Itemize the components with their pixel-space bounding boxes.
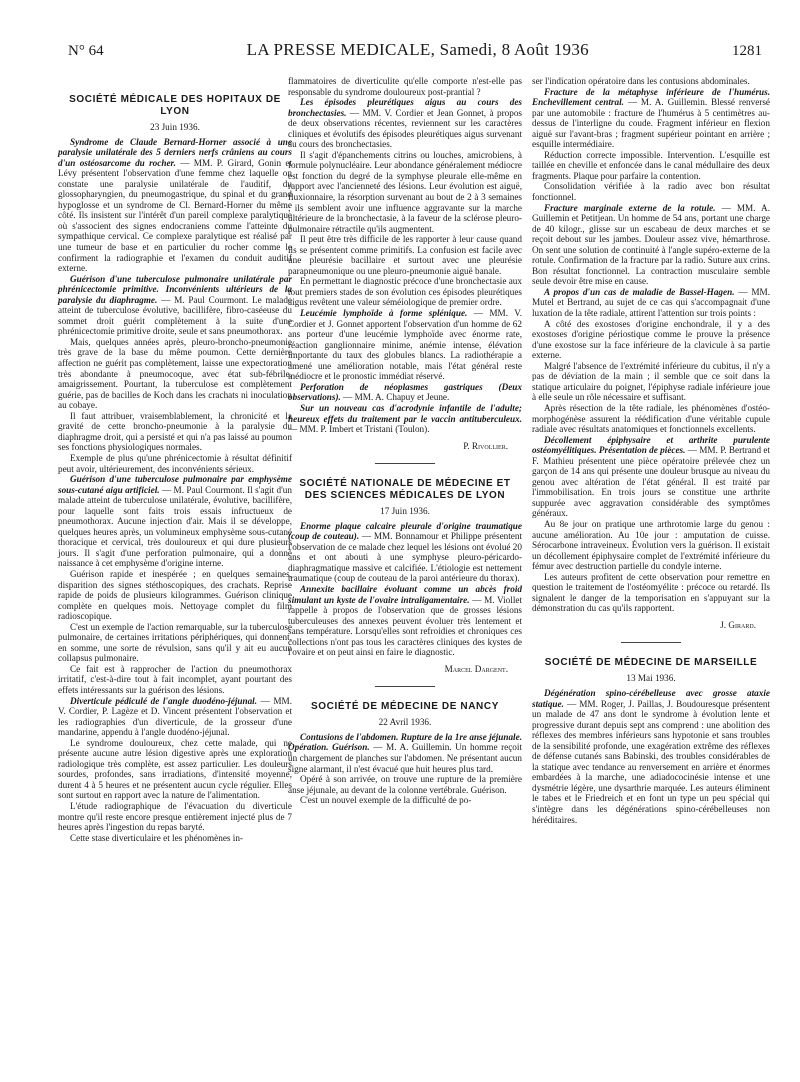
article bbox=[532, 87, 770, 150]
article-body: — MM. V. Cordier, P. Lagèze et D. Vincent présentent l'observation et les radiographies d'un diverticule, de la grosseur d'une mandarine, appendu à l'angle duodéno-jéjunal. bbox=[58, 695, 292, 738]
paragraph: Le syndrome douloureux, chez cette malade, qui ne présente aucune autre lésion digestive après une exploration radiologique très complète, est assez particulier. Les douleurs sourdes, profondes, sans irradiations, d'intensité moyenne, durent 4 à 5 heures et ne présentent aucun cycle régulier. Elles sont surtout en rapport avec la nature de l'alimentation. bbox=[58, 737, 292, 801]
paragraph: Exemple de plus qu'une phrénicectomie à résultat définitif peut avoir, ultérieurement, des inconvénients sérieux. bbox=[58, 452, 292, 474]
section-divider bbox=[621, 642, 681, 643]
paragraph: En permettant le diagnostic précoce d'une bronchectasie aux tout premiers stades de son évolution ces épisodes pleurétiques aigus revêtent une valeur séméiologique de premier ordre. bbox=[288, 276, 522, 308]
session-date: 23 Juin 1936. bbox=[150, 122, 200, 132]
article-title: Fracture de la métaphyse inférieure de l'humérus. Enchevillement central. bbox=[532, 86, 770, 108]
article-title: A propos d'un cas de maladie de Bassel-Hagen. bbox=[544, 286, 735, 297]
article-title: Contusions de l'abdomen. Rupture de la 1re anse jéjunale. Opération. Guérison. bbox=[288, 731, 522, 753]
paragraph: Il faut attribuer, vraisemblablement, la chronicité et la gravité de cette broncho-pneumonie à la paralysie du diaphragme droit, qui a persisté et qui n'a pas laissé au poumon ses fonctions physiologiques normales. bbox=[58, 410, 292, 453]
paragraph: Consolidation vérifiée à la radio avec bon résultat fonctionnel. bbox=[532, 181, 770, 203]
paragraph: Cette stase diverticulaire et les phénomènes in- bbox=[70, 832, 243, 843]
paragraph: Ce fait est à rapprocher de l'action du pneumothorax irritatif, c'est-à-dire tout à fait incomplet, ayant pourtant des effets intéressants sur la guérison des lésions. bbox=[58, 663, 292, 695]
article-body: — MM. P. Imbert et Tristani (Toulon). bbox=[288, 424, 430, 435]
paragraph: Guérison rapide et inespérée ; en quelques semaines, disparition des signes stéthoscopiques, des crachats. Reprise rapide de poids de plusieurs kilogrammes. Guérison clinique complète en quelques mois. Nettoyage complet du film radioscopique. bbox=[58, 568, 292, 622]
article bbox=[58, 696, 292, 738]
paragraph: C'est un nouvel exemple de la difficulté de po- bbox=[300, 795, 472, 806]
paragraph: Mais, quelques années après, pleuro-broncho-pneumonie très grave de la base du même poumon. Cette dernière affection ne guérit pas complètement, laisse une expectoration très abondante à pneumocoque, avec état sub-fébrile, amaigrissement. Pourtant, la tuberculose est complètement guérie, pas de bacilles de Koch dans les crachats ni inoculation au cobaye. bbox=[58, 336, 292, 411]
paragraph: L'étude radiographique de l'évacuation du diverticule montre qu'il reste encore presque entièrement injecté plus de 7 heures après l'ingestion du repas baryté. bbox=[58, 801, 292, 833]
article bbox=[58, 137, 292, 274]
section-heading: SOCIÉTÉ MÉDICALE DES HOPITAUX DE LYON bbox=[69, 94, 281, 117]
section-divider bbox=[375, 686, 435, 687]
paragraph: Après résection de la tête radiale, les phénomènes d'ostéo-morphogénèse assurent la réédification d'une véritable cupule radiale avec résultats anatomiques et fonctionnels excellents. bbox=[532, 402, 770, 435]
section-divider bbox=[375, 463, 435, 464]
article bbox=[532, 203, 770, 287]
article-body: — MM. Roger, J. Paillas, J. Boudouresque présentent un malade de 47 ans dont le syndrome à évolution lente et progressive durant depuis sept ans comprend : une abolition des réflexes des membres inférieurs sans hypotonie et sans troubles de la sensibilité profonde, une exagération extrême des réflexes de défense cutanés sans Babinski, des troubles considérables de la statique avec tendance au renversement en arrière et énormes embardées à la marche, une adiadococinésie intense et une dysmétrie légère, une dysarthrie marquée. Les auteurs éliminent le tabes et le Friedreich et en font un type un peu spécial qui s'intègre dans les dégénérations spino-cérébelleuses non héréditaires. bbox=[532, 698, 771, 825]
article bbox=[288, 97, 522, 150]
article bbox=[288, 382, 522, 403]
article bbox=[288, 403, 522, 435]
author-signature: P. Rivollier. bbox=[463, 440, 508, 451]
section-heading: SOCIÉTÉ DE MÉDECINE DE MARSEILLE bbox=[544, 657, 758, 669]
article bbox=[288, 521, 522, 584]
author-signature: J. Girard. bbox=[720, 619, 756, 630]
section-heading: SOCIÉTÉ DE MÉDECINE DE NANCY bbox=[311, 701, 499, 713]
paragraph: Il s'agit d'épanchements citrins ou louches, amicrobiens, à formule polynucléaire. Leur abondance généralement médiocre est fonction du degré de la symphyse pleurale elle-même en rapport avec l'ancienneté des lésions. Leur évolution est aiguë, fluxionnaire, la résorption survenant au bout de 2 à 3 semaines ; ils semblent avoir une influence aggravante sur la marche ultérieure de la bronchectasie, à la faveur de la sclérose pleuro-pulmonaire rétractile qu'ils augmentent. bbox=[288, 149, 522, 234]
paragraph: C'est un exemple de l'action remarquable, sur la tuberculose pulmonaire, de certaines irritations périphériques, qui donnent, en somme, une sorte de révulsion, sans qu'il y ait eu aucun collapsus pulmonaire. bbox=[58, 621, 292, 664]
session-date: 17 Juin 1936. bbox=[380, 506, 430, 517]
session-date: 13 Mai 1936. bbox=[626, 673, 676, 684]
column-middle bbox=[288, 76, 522, 806]
paragraph: Malgré l'absence de l'extrémité inférieure du cubitus, il n'y a pas de déviation de la main ; il semble que ce soit dans la statique articulaire du poignet, l'épiphyse radiale inférieure joue à elle seule un rôle nécessaire et suffisant. bbox=[532, 360, 770, 403]
column-right bbox=[532, 76, 770, 825]
article-title: Décollement épiphysaire et arthrite purulente ostéomyélitiques. Présentation de pièces. bbox=[532, 434, 770, 456]
paragraph: Au 8e jour on pratique une arthrotomie large du genou : aucune amélioration. Au 10e jour : amputation de cuisse. Sérocarbone intraveineux. Évolution vers la guérison. Il existait un décollement épiphysaire complet de l'extrémité inférieure du fémur avec destruction partielle du condyle interne. bbox=[532, 518, 770, 572]
article-title: Leucémie lymphoïde à forme splénique. bbox=[300, 308, 468, 319]
article bbox=[58, 274, 292, 337]
article-body: — MM. V. Cordier et J. Gonnet apportent l'observation d'un homme de 62 ans porteur d'une leucémie lymphoïde avec énorme rate, réaction ganglionnaire minime, anémie intense, élévation importante du taux des globules blancs. La radiothérapie a amené une amélioration notable, mais l'état général reste médiocre et le pronostic immédiat réservé. bbox=[288, 308, 523, 382]
page-number: 1281 bbox=[732, 43, 762, 59]
article bbox=[288, 584, 522, 658]
paragraph: Opéré à son arrivée, on trouve une rupture de la première anse jéjunale, au devant de la colonne vertébrale. Guérison. bbox=[288, 774, 522, 795]
article bbox=[532, 435, 770, 519]
article-body: — M. Paul Courmont. Il s'agit d'un malade atteint de tuberculose unilatérale, évolutive, bacillifère, pour laquelle sont faits trois essais infructueux de pneumothorax. Aucune injection d'air. Mais il se développe, quelques heures après, un volumineux emphysème sous-cutané thoracique et cervical, très douloureux et qui dure plusieurs jours. Il s'agit d'une perforation pulmonaire, qui a donné naissance à cet emphysème d'origine interne. bbox=[58, 484, 292, 569]
article-title: Diverticule pédiculé de l'angle duodéno-jéjunal. bbox=[70, 695, 258, 706]
session-date: 22 Avril 1936. bbox=[378, 717, 432, 728]
article-body: — M. A. Guillemin. Blessé renversé par une automobile : fracture de l'humérus à 5 centimètres au-dessus de l'interligne du coude. Fragment inférieur en flexion aiguë sur l'avant-bras ; fragment supérieur pointant en arrière ; esquille intermédiaire. bbox=[532, 97, 771, 150]
column-left bbox=[58, 76, 292, 843]
article-title: Fracture marginale externe de la rotule. bbox=[544, 202, 716, 213]
article-title: Dégénération spino-cérébelleuse avec grosse ataxie statique. bbox=[532, 687, 770, 709]
paragraph: Réduction correcte impossible. Intervention. L'esquille est taillée en cheville et enfoncée dans le canal médullaire des deux fragments. Plaque pour parfaire la contention. bbox=[532, 149, 770, 181]
article-title: Les épisodes pleurétiques aigus au cours des bronchectasies. bbox=[288, 97, 522, 118]
article-body: — MM. A. Chapuy et Jeune. bbox=[343, 392, 450, 403]
article bbox=[288, 308, 522, 382]
paragraph: flammatoires de diverticulite qu'elle comporte n'est-elle pas responsable du syndrome douloureux post-prantial ? bbox=[288, 76, 522, 97]
article-body: — MM. A. Guillemin et Petitjean. Un homme de 54 ans, portant une charge de 40 kilogr., glisse sur un escabeau de deux marches et se reçoit debout sur les jambes. Douleur assez vive, hémarthrose. On sent une solution de continuité à l'angle supéro-externe de la rotule. Confirmation de la fracture par la radio. Suture aux crins. Bon résultat fonctionnel. La contraction musculaire semble seule devoir être mise en cause. bbox=[532, 202, 770, 287]
article-body: — MM. Mutel et Bertrand, au sujet de ce cas qui s'accompagnait d'une luxation de la tête radiale, attirent l'attention sur trois points : bbox=[532, 286, 771, 319]
article bbox=[532, 287, 770, 319]
article-title: Annexite bacillaire évoluant comme un abcès froid simulant un kyste de l'ovaire intraligamentaire. bbox=[288, 583, 522, 605]
paragraph: Les auteurs profitent de cette observation pour remettre en question le traitement de l'ostéomyélite : précoce ou retardé. Ils signalent le danger de la temporisation en s'appuyant sur la démonstration du cas qu'ils rapportent. bbox=[532, 571, 770, 614]
paragraph: ser l'indication opératoire dans les contusions abdominales. bbox=[532, 76, 750, 86]
page-header bbox=[68, 40, 762, 70]
article-body: — M. Viollet rappelle à propos de l'observation que de grosses lésions tuberculeuses des annexes peuvent évoluer très lentement et sans température. Lorsqu'elles sont refroidies et chroniques ces collections n'ont pas tous les caractères cliniques des kystes de l'ovaire et on peut ainsi en faire le diagnostic. bbox=[288, 594, 523, 658]
article-title: Perforation de néoplasmes gastriques (Deux observations). bbox=[288, 381, 522, 403]
journal-title: LA PRESSE MEDICALE, Samedi, 8 Août 1936 bbox=[246, 40, 589, 59]
article bbox=[288, 732, 522, 774]
article-title: Sur un nouveau cas d'acrodynie infantile de l'adulte; heureux effets du traitement par le vaccin antituberculeux. bbox=[288, 402, 522, 424]
article-body: — MM. Bonnamour et Philippe présentent l'observation de ce malade chez lequel les lésions ont évolué 20 ans et ont abouti à une symphyse pleuro-péricardo-diaphragmatique massive et calcifiée. L'étiologie est nettement traumatique (coup de couteau de la paroi antérieure du thorax). bbox=[288, 531, 523, 584]
issue-number: N° 64 bbox=[68, 43, 104, 59]
paragraph: A côté des exostoses d'origine enchondrale, il y a des exostoses d'origine périostique comme le prouve la présence d'une exostose sur la face inférieure de la clavicule à sa partie externe. bbox=[532, 318, 770, 361]
article-title: Guérison d'une tuberculose pulmonaire par emphysème sous-cutané aigu artificiel. bbox=[58, 474, 292, 495]
article-title: Guérison d'une tuberculose pulmonaire unilatérale par phrénicectomie primitive. Inconvénients ultérieurs de la paralysie du diaphragme. bbox=[58, 273, 292, 305]
article-body: — M. Paul Courmont. Le malade atteint de tuberculose évolutive, bacillifère, fibro-caséeuse du sommet droit guérit complètement à la suite d'une phrénicectomie primitive droite, seule et sans pneumothorax. bbox=[58, 294, 293, 337]
author-signature: Marcel Dargent. bbox=[444, 663, 508, 674]
article-title: Enorme plaque calcaire pleurale d'origine traumatique (coup de couteau). bbox=[288, 520, 522, 542]
article-title: Syndrome de Claude Bernard-Horner associé à une paralysie unilatérale des 5 derniers nerfs crâniens au cours d'un ostéosarcome du rocher. bbox=[58, 136, 292, 168]
article-body: — MM. P. Bertrand et F. Mathieu présentent une pièce opératoire prélevée chez un garçon de 14 ans qui présente une douleur brusque au niveau du genou avec altération de l'état général. Il est traité par l'immobilisation. En trois jours se constitue une arthrite suppurée avec aggravation considérable des symptômes généraux. bbox=[532, 445, 771, 519]
article-body: — MM. P. Girard, Gonin et Lévy présentent l'observation d'une femme chez laquelle on constate une paralysie unilatérale de l'auditif, du glossopharyngien, du pneumogastrique, du spinal et du grand hypoglosse et un syndrome de Cl. Bernard-Horner du même côté. Ils insistent sur l'intérêt d'un pareil complexe paralytique où s'associent des signes endocraniens comme l'atteinte du sympathique cervical. Ce complexe paralytique est réalisé par une tumeur de base et en particulier du rocher comme le confirment la radiographie et l'examen du conduit auditif externe. bbox=[58, 157, 293, 274]
article bbox=[58, 474, 292, 569]
paragraph: Il peut être très difficile de les rapporter à leur cause quand ils se présentent comme primitifs. La confusion est facile avec une pleurésie bacillaire et surtout avec une pleurésie parapneumonique ou une pleuro-pneumonie aiguë banale. bbox=[288, 234, 522, 276]
article-body: — M. A. Guillemin. Un homme reçoit un chargement de planches sur l'abdomen. Ne présentant aucun signe alarmant, il n'est évacué que huit heures plus tard. bbox=[288, 742, 523, 774]
article-body: — MM. V. Cordier et Jean Gonnet, à propos de deux observations récentes, reviennent sur les caractères cliniques et évolutifs des épisodes pleurétiques aigus survenant au cours des bronchectasies. bbox=[288, 107, 523, 150]
article bbox=[532, 688, 770, 825]
section-heading: SOCIÉTÉ NATIONALE DE MÉDECINE ET DES SCIENCES MÉDICALES DE LYON bbox=[299, 478, 511, 502]
